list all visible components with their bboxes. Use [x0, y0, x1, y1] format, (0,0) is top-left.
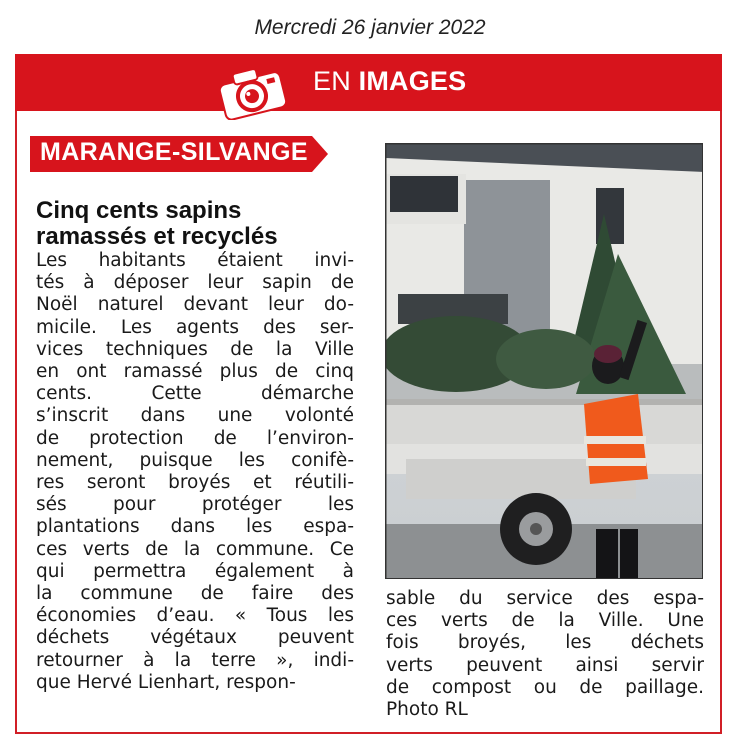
- headline-line: Cinq cents sapins: [36, 197, 242, 224]
- caption-line: fois broyés, les déchets: [386, 632, 704, 654]
- camera-icon: [215, 62, 290, 120]
- body-line: qui permettra également à: [36, 560, 354, 582]
- section-title-prefix: EN: [313, 66, 351, 96]
- caption-line: Photo RL: [386, 699, 468, 721]
- caption-line: de compost ou de paillage.: [386, 676, 704, 698]
- body-line: micile. Les agents des ser-: [36, 316, 354, 338]
- body-line: Les habitants étaient invi-: [36, 250, 354, 271]
- body-line: déchets végétaux peuvent: [36, 627, 354, 649]
- body-line: sés pour protéger les: [36, 494, 354, 516]
- body-line: de protection de l’environ-: [36, 427, 354, 449]
- section-title-main: IMAGES: [358, 66, 467, 96]
- article-body: [36, 250, 354, 694]
- body-line: que Hervé Lienhart, respon-: [36, 671, 296, 693]
- body-line: plantations dans les espa-: [36, 516, 354, 538]
- body-line: la commune de faire des: [36, 583, 354, 605]
- body-line: nement, puisque les conifè-: [36, 449, 354, 471]
- body-line: en ont ramassé plus de cinq: [36, 361, 354, 383]
- photo-illustration: [386, 144, 703, 579]
- body-line: res seront broyés et réutili-: [36, 472, 354, 494]
- section-banner: [15, 54, 722, 111]
- caption-line: verts peuvent ainsi servir: [386, 654, 704, 676]
- publication-date: Mercredi 26 janvier 2022: [254, 16, 486, 39]
- location-kicker: [30, 136, 330, 172]
- section-title: [313, 66, 466, 97]
- article-headline: [36, 198, 336, 250]
- body-line: tés à déposer leur sapin de: [36, 272, 354, 294]
- body-line: économies d’eau. « Tous les: [36, 605, 354, 627]
- caption-line: sable du service des espa-: [386, 588, 704, 609]
- headline-line: ramassés et recyclés: [36, 223, 278, 250]
- location-label: MARANGE-SILVANGE: [40, 138, 308, 166]
- caption-line: ces verts de la Ville. Une: [386, 610, 704, 632]
- body-line: vices techniques de la Ville: [36, 338, 354, 360]
- article-photo: [385, 143, 703, 579]
- body-line: retourner à la terre », indi-: [36, 649, 354, 671]
- body-line: ces verts de la commune. Ce: [36, 538, 354, 560]
- body-line: Noël naturel devant leur do-: [36, 294, 354, 316]
- body-line: cents. Cette démarche: [36, 383, 354, 405]
- photo-caption: [386, 588, 704, 721]
- body-line: s’inscrit dans une volonté: [36, 405, 354, 427]
